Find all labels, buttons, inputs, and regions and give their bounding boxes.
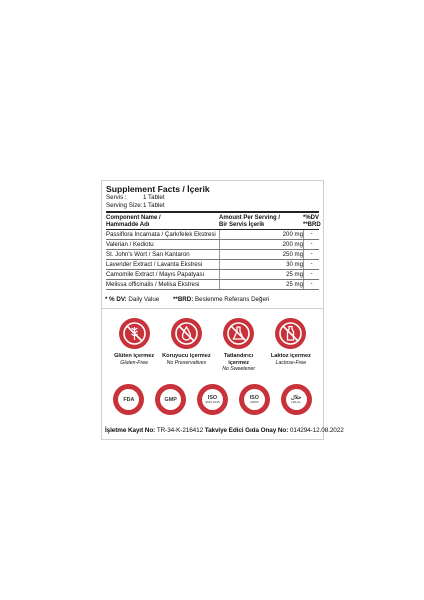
dv-notes [102,290,323,309]
seal-center [286,389,307,410]
badge-sublabel: No Sweetener [222,366,256,373]
registration-number: TR-34-K-216412 [156,427,204,435]
free-from-badges [102,309,323,372]
cell-divider [219,270,276,279]
iso-9001-seal-icon [197,384,228,415]
cell-divider [219,230,276,239]
header-line: Bir Servis İçerik [219,221,265,228]
ingredient-name: Melissa officinalis / Melisa Ekstresi [106,280,200,288]
badge-lactose-free [266,318,316,372]
badge-label: Koruyucu içermez [162,353,211,360]
seal-center [118,389,139,410]
dv-note-key: * % DV: [105,296,127,304]
seal-text: GMP [164,396,177,403]
serving-row [106,202,319,210]
seal-text: ISO [249,394,259,401]
serving-value: 1 Tablet [143,201,165,209]
header-line: *%DV [303,215,320,222]
ingredient-name: St. John's Wort / Sarı Kantaron [106,250,190,258]
lactose-free-icon [275,318,306,349]
brd-note [173,296,269,303]
badge-sublabel: No Preservatives [166,359,207,366]
header-line: Amount Per Serving / [219,215,281,222]
ingredient-dv: - [303,230,319,239]
header-line: **BRD [303,221,321,228]
header-line: Component Name / [106,215,161,222]
facts-table [102,181,323,290]
ingredient-name: Passiflora Incarnata / Çarkıfelek Ekstresi [106,230,216,238]
badge-sublabel: Gluten-Free [120,359,148,366]
ingredient-dv: - [303,270,319,279]
table-row [106,250,319,260]
serving-value: 1 Tablet [143,194,165,201]
fda-seal-icon [113,384,144,415]
header-line: Hammadde Adı [106,221,150,228]
badge-label: Laktoz içermez [270,353,311,360]
ingredient-name: Valerian / Kediotu [106,240,154,248]
ingredient-name: Camomile Extract / Mayıs Papatyası [106,270,205,278]
seal-center [160,389,181,410]
seal-text: FDA [123,396,135,403]
seal-subtext: 9001:2015 [205,399,220,404]
ingredient-amount: 25 mg [286,280,303,288]
seal-text: حلال [290,394,302,401]
badge-no-sweetener [214,318,264,372]
approval-label: Takviye Edici Gıda Onay No: [204,427,289,435]
cell-divider [219,250,276,259]
table-row [106,280,319,290]
halal-seal-icon [281,384,312,415]
iso-22000-seal-icon [239,384,270,415]
serving-key: Serving Size: [106,201,143,209]
cell-divider [219,280,276,289]
dv-note [105,296,173,303]
registration-footer [102,425,344,439]
brd-note-value: Beslenme Referans Değeri [195,296,270,304]
dv-header [303,215,319,228]
ingredient-dv: - [303,260,319,269]
no-preservatives-icon [171,318,202,349]
brd-note-key: **BRD: [173,296,194,304]
badge-gluten-free [109,318,159,372]
amount-header [219,215,303,228]
table-row [106,260,319,270]
approval-number: 014294-12.08.2022 [289,427,344,435]
ingredient-dv: - [303,280,319,289]
table-row [106,240,319,250]
facts-title: Supplement Facts / İçerik [106,184,210,194]
dv-note-value: Daily Value [128,296,160,304]
seal-center [202,389,223,410]
ingredient-amount: 250 mg [282,250,303,258]
registration-label: İşletme Kayıt No: [105,427,156,435]
ingredient-dv: - [303,240,319,249]
component-header [106,215,219,228]
badge-label: Glüten içermez [114,353,155,360]
serving-key: Servis : [106,194,127,201]
ingredient-rows [106,229,319,290]
seal-center [244,389,265,410]
badge-sublabel: Lactose-Free [275,359,307,366]
gluten-free-icon [119,318,150,349]
no-sweetener-icon [223,318,254,349]
ingredient-amount: 200 mg [282,240,303,248]
table-row [106,230,319,240]
badge-no-preservatives [161,318,211,372]
ingredient-amount: 30 mg [286,260,303,268]
supplement-facts-panel [101,180,344,440]
ingredient-amount: 25 mg [286,270,303,278]
cell-divider [219,260,276,269]
certification-seals [102,372,323,425]
seal-subtext: 22000 [250,399,259,404]
ingredient-name: Lavender Extract / Lavanta Ekstresi [106,260,203,268]
table-header [106,213,319,229]
seal-subtext: HALAL [291,399,301,404]
ingredient-dv: - [303,250,319,259]
seal-text: ISO [207,394,218,401]
serving-row [106,194,319,202]
cell-divider [219,240,276,249]
table-row [106,270,319,280]
badge-label: Tatlandırıcı içermez [223,353,254,366]
ingredient-amount: 200 mg [282,230,303,238]
gmp-seal-icon [155,384,186,415]
